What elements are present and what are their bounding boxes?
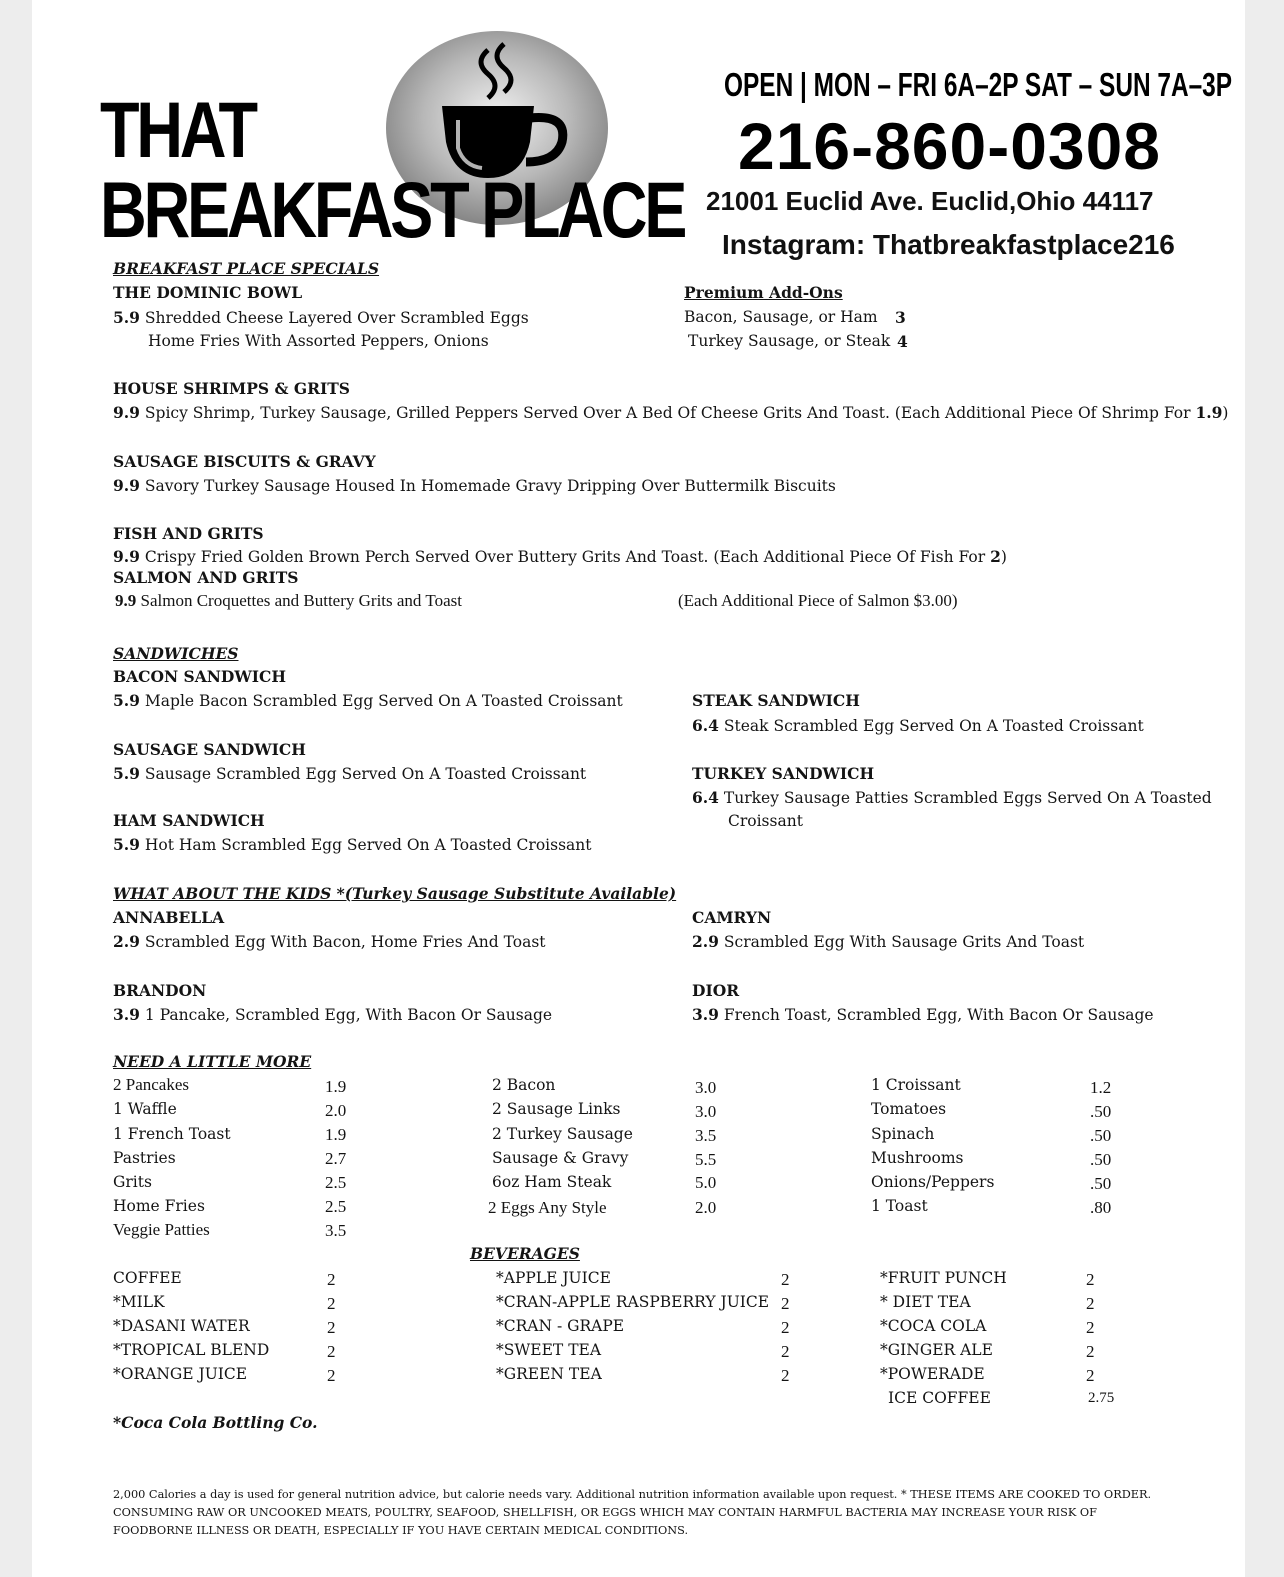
sausage-sandwich-price: 5.9 <box>113 764 140 783</box>
turkey-sandwich-name: TURKEY SANDWICH <box>692 764 875 783</box>
more-item-label: 1 French Toast <box>113 1125 231 1143</box>
biscuits-gravy-price: 9.9 <box>113 476 140 495</box>
more-item-price: .80 <box>1090 1198 1112 1217</box>
dominic-bowl-name: THE DOMINIC BOWL <box>113 283 303 302</box>
sandwiches-heading: SANDWICHES <box>113 644 239 663</box>
beverage-label: *ORANGE JUICE <box>113 1365 248 1383</box>
turkey-sandwich-desc: 6.4 Turkey Sausage Patties Scrambled Eggs Served On A Toasted <box>692 788 1212 807</box>
more-item-label: Pastries <box>113 1149 176 1167</box>
beverage-label: *COCA COLA <box>880 1317 987 1335</box>
more-item-price: 1.9 <box>325 1077 347 1096</box>
brandon-name: BRANDON <box>113 981 207 1000</box>
more-item-price: 2.0 <box>695 1198 717 1217</box>
more-item-price: 2.0 <box>325 1101 347 1120</box>
beverage-label: *APPLE JUICE <box>496 1269 611 1287</box>
ham-sandwich-price: 5.9 <box>113 835 140 854</box>
beverage-label: *POWERADE <box>880 1365 985 1383</box>
beverage-label: *GREEN TEA <box>496 1365 602 1383</box>
biscuits-gravy-name: SAUSAGE BISCUITS & GRAVY <box>113 452 376 471</box>
more-item-price: .50 <box>1090 1174 1112 1193</box>
beverage-label: ICE COFFEE <box>888 1389 991 1407</box>
addon-item-2-price: 4 <box>897 332 908 351</box>
kids-heading: WHAT ABOUT THE KIDS *(Turkey Sausage Substitute Available) <box>113 884 677 903</box>
beverage-label: *CRAN-APPLE RASPBERRY JUICE <box>496 1293 770 1311</box>
turkey-sandwich-price: 6.4 <box>692 788 719 807</box>
beverage-label: COFFEE <box>113 1269 182 1287</box>
more-item-label: Grits <box>113 1173 152 1191</box>
beverage-label: *DASANI WATER <box>113 1317 250 1335</box>
sausage-sandwich-name: SAUSAGE SANDWICH <box>113 740 306 759</box>
fish-grits-name: FISH AND GRITS <box>113 524 264 543</box>
shrimp-grits-name: HOUSE SHRIMPS & GRITS <box>113 379 350 398</box>
more-item-label: Mushrooms <box>871 1149 964 1167</box>
salmon-grits-desc: 9.9 Salmon Croquettes and Buttery Grits and Toast <box>115 591 462 610</box>
fish-grits-desc: 9.9 Crispy Fried Golden Brown Perch Served Over Buttery Grits And Toast. (Each Additional Piece Of Fish For 2) <box>113 547 1007 566</box>
beverage-label: *FRUIT PUNCH <box>880 1269 1007 1287</box>
camryn-desc: 2.9 Scrambled Egg With Sausage Grits And Toast <box>692 932 1085 951</box>
more-item-label: Onions/Peppers <box>871 1173 995 1191</box>
beverage-label: *SWEET TEA <box>496 1341 602 1359</box>
dominic-bowl-desc: 5.9 Shredded Cheese Layered Over Scrambled Eggs <box>113 308 529 327</box>
beverage-label: *GINGER ALE <box>880 1341 993 1359</box>
dior-price: 3.9 <box>692 1005 719 1024</box>
dominic-bowl-desc-line2: Home Fries With Assorted Peppers, Onions <box>148 332 489 350</box>
sausage-sandwich-desc: 5.9 Sausage Scrambled Egg Served On A Toasted Croissant <box>113 764 587 783</box>
more-item-label: Tomatoes <box>871 1100 947 1118</box>
more-item-label: 1 Croissant <box>871 1076 961 1094</box>
salmon-grits-note: (Each Additional Piece of Salmon $3.00) <box>678 591 958 610</box>
beverage-price: 2 <box>327 1318 336 1337</box>
beverage-price: 2 <box>781 1342 790 1361</box>
premium-addons-heading: Premium Add-Ons <box>684 283 843 302</box>
fish-grits-price: 9.9 <box>113 547 140 566</box>
more-item-price: 2.5 <box>325 1197 347 1216</box>
beverage-price: 2 <box>327 1294 336 1313</box>
more-item-price: 1.2 <box>1090 1078 1112 1097</box>
addon-item-2-label: Turkey Sausage, or Steak <box>688 332 891 350</box>
salmon-grits-name: SALMON AND GRITS <box>113 568 299 587</box>
specials-heading: BREAKFAST PLACE SPECIALS <box>113 259 380 278</box>
more-item-label: Home Fries <box>113 1197 205 1215</box>
bottler-note: *Coca Cola Bottling Co. <box>113 1413 318 1432</box>
logo-line-breakfast-place: BREAKFAST PLACE <box>100 165 685 254</box>
annabella-desc: 2.9 Scrambled Egg With Bacon, Home Fries And Toast <box>113 932 546 951</box>
more-item-price: 3.0 <box>695 1102 717 1121</box>
address: 21001 Euclid Ave. Euclid,Ohio 44117 <box>706 186 1154 216</box>
shrimp-grits-price: 9.9 <box>113 403 140 422</box>
more-item-price: 2.7 <box>325 1149 347 1168</box>
beverage-price: 2 <box>1086 1294 1095 1313</box>
more-item-label: 2 Eggs Any Style <box>488 1198 607 1217</box>
more-item-label: 2 Sausage Links <box>492 1100 621 1118</box>
more-item-label: 2 Pancakes <box>113 1075 190 1094</box>
annabella-price: 2.9 <box>113 932 140 951</box>
beverage-label: *TROPICAL BLEND <box>113 1341 270 1359</box>
more-item-price: 3.5 <box>325 1221 347 1240</box>
more-item-price: 2.5 <box>325 1173 347 1192</box>
more-item-label: 2 Bacon <box>492 1076 556 1094</box>
ham-sandwich-name: HAM SANDWICH <box>113 811 265 830</box>
camryn-name: CAMRYN <box>692 908 772 927</box>
beverage-price: 2 <box>781 1366 790 1385</box>
beverage-price: 2 <box>781 1294 790 1313</box>
steak-sandwich-name: STEAK SANDWICH <box>692 691 860 710</box>
brandon-desc: 3.9 1 Pancake, Scrambled Egg, With Bacon Or Sausage <box>113 1005 553 1024</box>
dior-name: DIOR <box>692 981 740 1000</box>
salmon-grits-price: 9.9 <box>115 591 137 610</box>
ham-sandwich-desc: 5.9 Hot Ham Scrambled Egg Served On A Toasted Croissant <box>113 835 592 854</box>
beverage-price: 2 <box>327 1366 336 1385</box>
bacon-sandwich-name: BACON SANDWICH <box>113 667 286 686</box>
more-item-price: 3.0 <box>695 1078 717 1097</box>
beverage-price: 2.75 <box>1088 1390 1115 1406</box>
steak-sandwich-price: 6.4 <box>692 716 719 735</box>
instagram-handle: Instagram: Thatbreakfastplace216 <box>722 229 1175 260</box>
more-item-price: 5.5 <box>695 1150 717 1169</box>
addon-item-1-price: 3 <box>895 308 906 327</box>
more-item-label: Veggie Patties <box>113 1220 210 1239</box>
more-item-label: 2 Turkey Sausage <box>492 1125 633 1143</box>
more-item-price: 1.9 <box>325 1125 347 1144</box>
turkey-sandwich-desc-line2: Croissant <box>728 812 803 830</box>
addon-item-1-label: Bacon, Sausage, or Ham <box>684 308 878 326</box>
shrimp-grits-desc: 9.9 Spicy Shrimp, Turkey Sausage, Grilled Peppers Served Over A Bed Of Cheese Grits And Toast. (Each Additional Piece Of Shrimp For 1.9) <box>113 403 1229 422</box>
more-item-label: 1 Waffle <box>113 1100 177 1118</box>
nutrition-disclaimer: 2,000 Calories a day is used for general nutrition advice, but calorie needs vary. Additional nutrition information available upon request. * THESE ITEMS ARE COOKED TO ORDER. CONSUMING RAW OR UNCOOKED MEATS, POULTRY, SEAFOOD, SHELLFISH, OR EGGS WHICH MAY CONTAIN HARMFUL BACTERIA MAY INCREASE YOUR RISK OF FOODBORNE ILLNESS OR DEATH, ESPECIALLY IF YOU HAVE CERTAIN MEDICAL CONDITIONS. <box>113 1488 1152 1537</box>
beverage-price: 2 <box>327 1270 336 1289</box>
dominic-bowl-price: 5.9 <box>113 308 140 327</box>
more-item-price: .50 <box>1090 1126 1112 1145</box>
bacon-sandwich-price: 5.9 <box>113 691 140 710</box>
camryn-price: 2.9 <box>692 932 719 951</box>
more-item-price: .50 <box>1090 1102 1112 1121</box>
biscuits-gravy-desc: 9.9 Savory Turkey Sausage Housed In Homemade Gravy Dripping Over Buttermilk Biscuits <box>113 476 836 495</box>
opening-hours: OPEN | MON – FRI 6A–2P SAT – SUN 7A–3P <box>724 66 1233 103</box>
beverage-price: 2 <box>1086 1270 1095 1289</box>
brandon-price: 3.9 <box>113 1005 140 1024</box>
more-item-price: 5.0 <box>695 1173 717 1192</box>
beverages-heading: BEVERAGES <box>470 1244 580 1263</box>
bacon-sandwich-desc: 5.9 Maple Bacon Scrambled Egg Served On A Toasted Croissant <box>113 691 623 710</box>
beverage-price: 2 <box>1086 1342 1095 1361</box>
beverage-price: 2 <box>327 1342 336 1361</box>
beverage-label: *MILK <box>113 1293 165 1311</box>
dior-desc: 3.9 French Toast, Scrambled Egg, With Bacon Or Sausage <box>692 1005 1154 1024</box>
beverage-price: 2 <box>781 1318 790 1337</box>
beverage-price: 2 <box>1086 1318 1095 1337</box>
beverage-label: *CRAN - GRAPE <box>496 1317 625 1335</box>
steak-sandwich-desc: 6.4 Steak Scrambled Egg Served On A Toasted Croissant <box>692 716 1144 735</box>
beverage-price: 2 <box>781 1270 790 1289</box>
more-item-price: 3.5 <box>695 1126 717 1145</box>
more-item-label: Spinach <box>871 1125 935 1143</box>
more-item-price: .50 <box>1090 1150 1112 1169</box>
need-more-heading: NEED A LITTLE MORE <box>113 1052 312 1071</box>
logo-line-that: THAT <box>100 85 255 174</box>
more-item-label: 1 Toast <box>871 1197 928 1215</box>
annabella-name: ANNABELLA <box>113 908 225 927</box>
more-item-label: 6oz Ham Steak <box>492 1173 612 1191</box>
beverage-price: 2 <box>1086 1366 1095 1385</box>
phone-number: 216-860-0308 <box>738 109 1162 183</box>
beverage-label: * DIET TEA <box>880 1293 971 1311</box>
more-item-label: Sausage & Gravy <box>492 1149 629 1167</box>
